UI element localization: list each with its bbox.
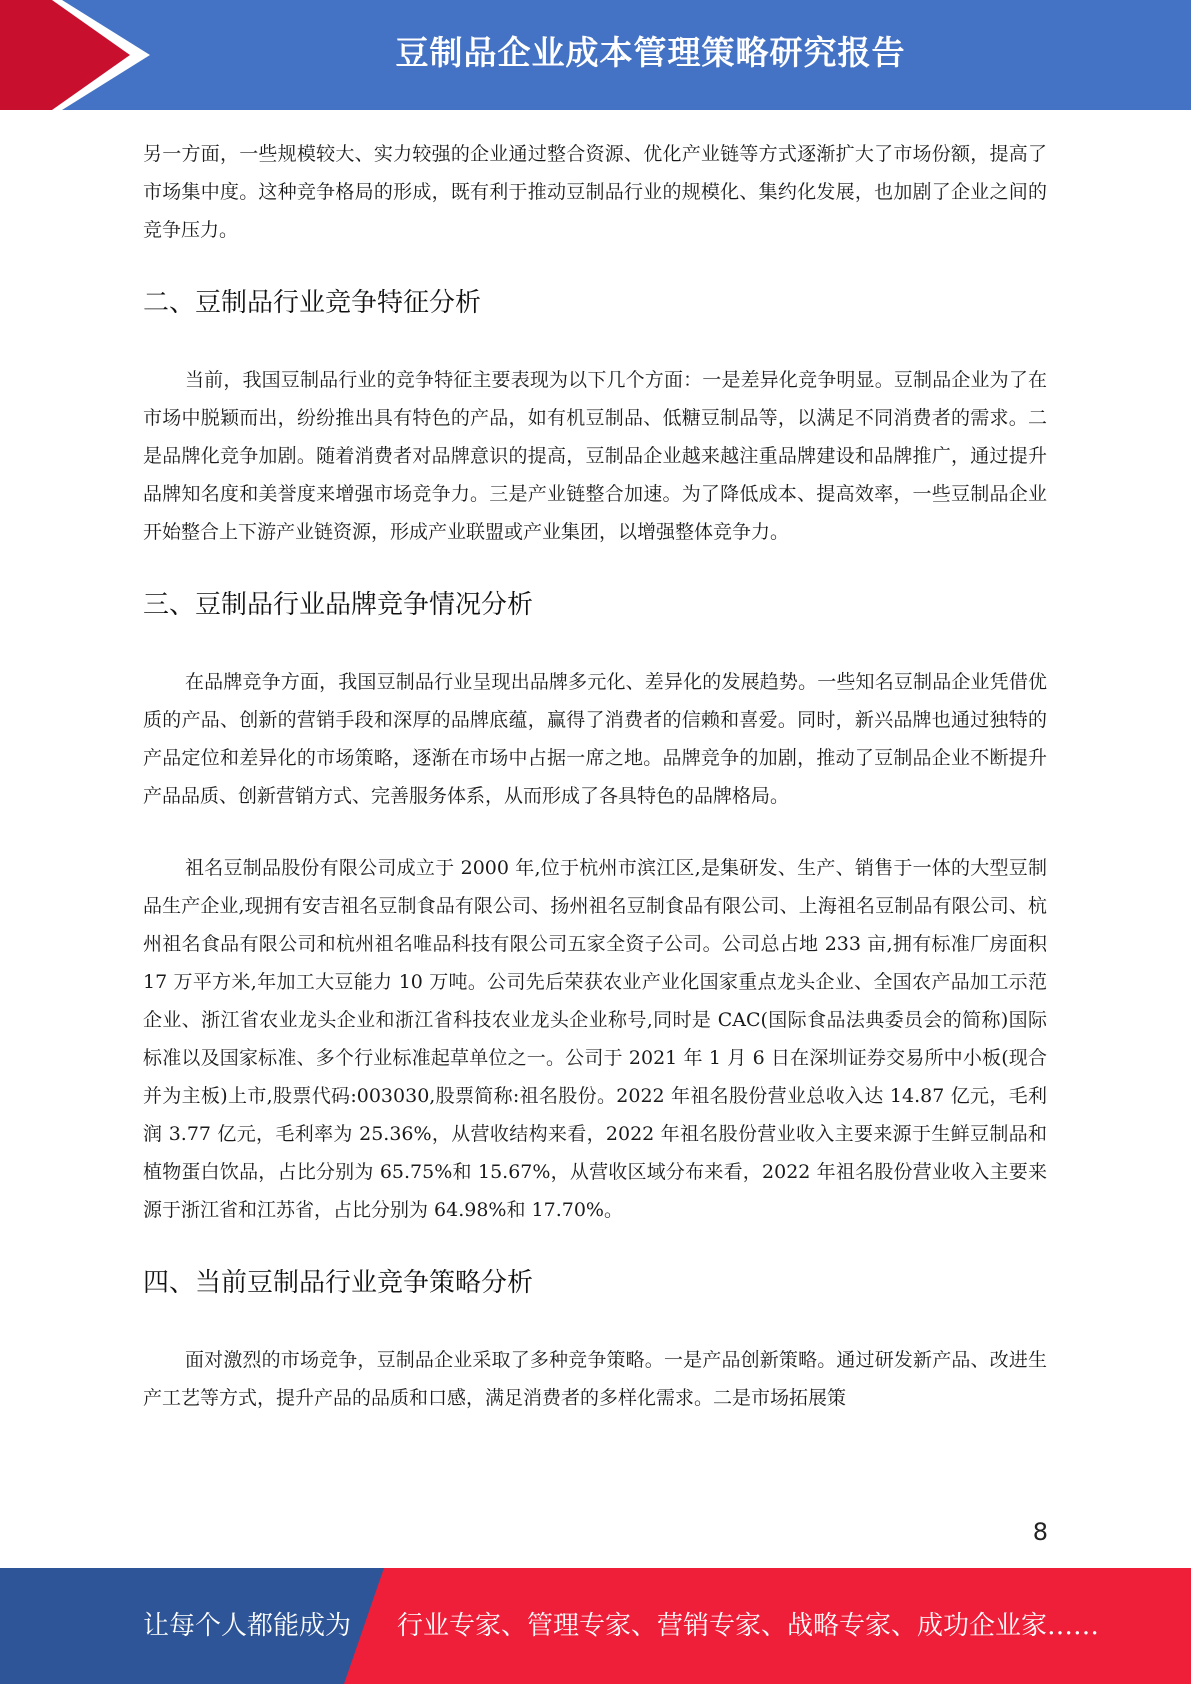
report-title: 豆制品企业成本管理策略研究报告 — [395, 33, 906, 72]
page-number: 8 — [1032, 1518, 1048, 1546]
section-heading-brand-competition: 三、豆制品行业品牌竞争情况分析 — [143, 590, 534, 620]
competition-features-paragraph: 当前，我国豆制品行业的竞争特征主要表现为以下几个方面：一是差异化竞争明显。豆制品企业为了在市场中脱颖而出，纷纷推出具有特色的产品，如有机豆制品、低糖豆制品等，以满足不同消费者的需求。二是品牌化竞争加剧。随着消费者对品牌意识的提高，豆制品企业越来越注重品牌建设和品牌推广，通过提升品牌知名度和美誉度来增强市场竞争力。三是产业链整合加速。为了降低成本、提高效率，一些豆制品企业开始整合上下游产业链资源，形成产业联盟或产业集团，以增强整体竞争力。 — [143, 369, 1047, 543]
competition-strategy-paragraph: 面对激烈的市场竞争，豆制品企业采取了多种竞争策略。一是产品创新策略。通过研发新产品、改进生产工艺等方式，提升产品的品质和口感，满足消费者的多样化需求。二是市场拓展策 — [143, 1349, 1047, 1409]
section-heading-competition-strategy: 四、当前豆制品行业竞争策略分析 — [143, 1268, 534, 1298]
brand-competition-paragraph: 在品牌竞争方面，我国豆制品行业呈现出品牌多元化、差异化的发展趋势。一些知名豆制品企业凭借优质的产品、创新的营销手段和深厚的品牌底蕴，赢得了消费者的信赖和喜爱。同时，新兴品牌也通过独特的产品定位和差异化的市场策略，逐渐在市场中占据一席之地。品牌竞争的加剧，推动了豆制品企业不断提升产品品质、创新营销方式、完善服务体系，从而形成了各具特色的品牌格局。 — [143, 671, 1047, 807]
intro-paragraph: 另一方面，一些规模较大、实力较强的企业通过整合资源、优化产业链等方式逐渐扩大了市场份额，提高了市场集中度。这种竞争格局的形成，既有利于推动豆制品行业的规模化、集约化发展，也加剧了企业之间的竞争压力。 — [143, 143, 1047, 241]
page-footer — [0, 1568, 1191, 1684]
page-header — [0, 0, 1191, 110]
footer-slogan-left: 让每个人都能成为 — [143, 1611, 352, 1641]
document-body — [143, 135, 1047, 1417]
section-heading-competition-features: 二、豆制品行业竞争特征分析 — [143, 288, 482, 318]
footer-slogan-right: 行业专家、管理专家、营销专家、战略专家、成功企业家…… — [397, 1611, 1100, 1641]
zuming-company-paragraph: 祖名豆制品股份有限公司成立于 2000 年,位于杭州市滨江区,是集研发、生产、销售于一体的大型豆制品生产企业,现拥有安吉祖名豆制食品有限公司、扬州祖名豆制食品有限公司、上海祖名豆制品有限公司、杭州祖名食品有限公司和杭州祖名唯品科技有限公司五家全资子公司。公司总占地 233 亩,拥有标准厂房面积 17 万平方米,年加工大豆能力 10 万吨。公司先后荣获农业产业化国家重点龙头企业、全国农产品加工示范企业、浙江省农业龙头企业和浙江省科技农业龙头企业称号,同时是 CAC(国际食品法典委员会的简称)国际标准以及国家标准、多个行业标准起草单位之一。公司于 2021 年 1 月 6 日在深圳证券交易所中小板(现合并为主板)上市,股票代码:003030,股票简称:祖名股份。2022 年祖名股份营业总收入达 14.87 亿元，毛利润 3.77 亿元，毛利率为 25.36%，从营收结构来看，2022 年祖名股份营业收入主要来源于生鲜豆制品和植物蛋白饮品，占比分别为 65.75%和 15.67%，从营收区域分布来看，2022 年祖名股份营业收入主要来源于浙江省和江苏省，占比分别为 64.98%和 17.70%。 — [143, 857, 1047, 1221]
